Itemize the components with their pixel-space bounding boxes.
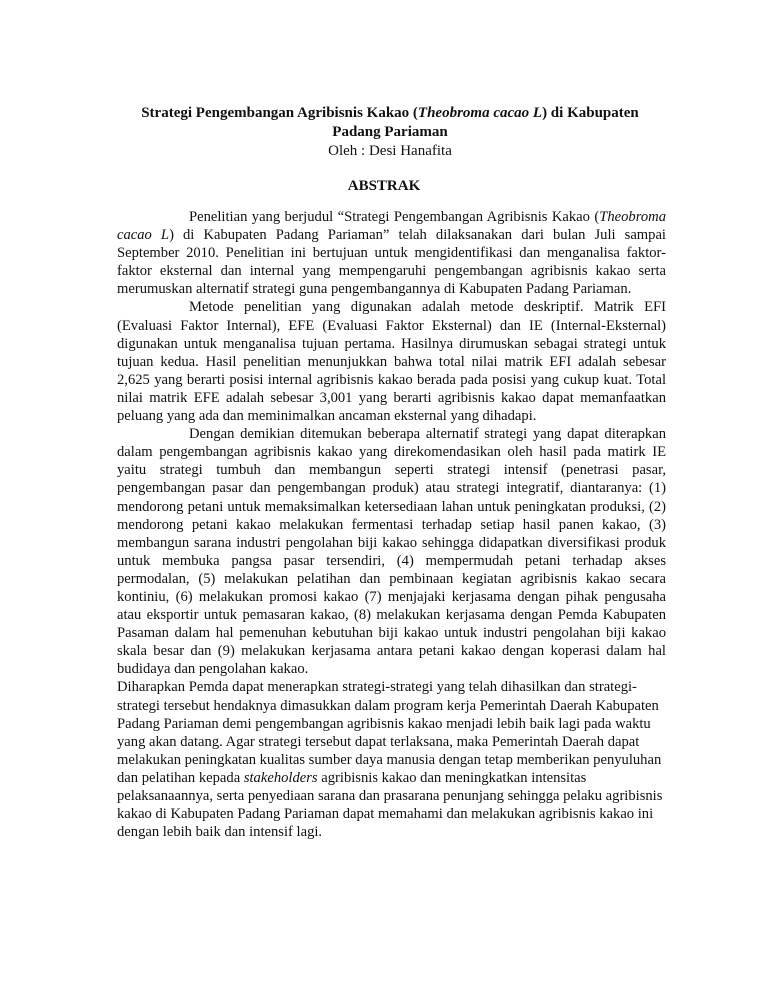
paragraph-1-text: Penelitian yang berjudul “Strategi Pengembangan Agribisnis Kakao ( [189,209,600,225]
title-species-name: Theobroma cacao L [417,105,543,121]
paragraph-4 [117,678,666,841]
abstract-heading: ABSTRAK [347,178,421,194]
paragraph-1 [117,208,666,298]
paragraph-4-text: Diharapkan Pemda dapat menerapkan strategi-strategi yang telah dihasilkan dan strategi-strategi tersebut hendaknya dimasukkan dalam program kerja Pemerintah Daerah Kabupaten Padang Pariaman demi pengembangan agribisnis kakao menjadi lebih baik lagi pada waktu yang akan datang. Agar strategi tersebut dapat terlaksana, maka Pemerintah Daerah dapat melakukan peningkatan kualitas sumber daya manusia dengan tetap memberikan penyuluhan dan pelatihan kepada [117,679,662,786]
paragraph-2: Metode penelitian yang digunakan adalah metode deskriptif. Matrik EFI (Evaluasi Faktor Internal), EFE (Evaluasi Faktor Eksternal) dan IE (Internal-Eksternal) digunakan untuk menganalisa tujuan pertama. Hasilnya dirumuskan sebagai strategi untuk tujuan kedua. Hasil penelitian menunjukkan bahwa total nilai matrik EFI adalah sebesar 2,625 yang berarti posisi internal agribisnis kakao berada pada posisi yang cukup kuat. Total nilai matrik EFE adalah sebesar 3,001 yang berarti agribisnis kakao dapat memanfaatkan peluang yang ada dan meminimalkan ancaman eksternal yang dihadapi. [117,299,666,425]
paragraph-1-species-name: Theobroma cacao L [117,209,666,244]
paragraph-4-text-end: agribisnis kakao dan meningkatkan intensitas pelaksanaannya, serta penyediaan sarana dan prasarana penunjang sehingga pelaku agribisnis kakao di Kabupaten Padang Pariaman dapat memahami dan melakukan agribisnis kakao ini dengan lebih baik dan intensif lagi. [117,769,663,841]
title-text-end: ) di Kabupaten Padang Pariaman [332,105,639,140]
paragraph-3: Dengan demikian ditemukan beberapa alternatif strategi yang dapat diterapkan dalam pengembangan agribisnis kakao yang direkomendasikan oleh hasil pada matirk IE yaitu strategi tumbuh dan membangun seperti strategi intensif (penetrasi pasar, pengembangan pasar dan pengembangan produk) atau strategi integratif, diantaranya: (1) mendorong petani untuk memaksimalkan ketersediaan lahan untuk peningkatan produksi, (2) mendorong petani kakao melakukan fermentasi terhadap setiap hasil panen kakao, (3) membangun sarana industri pengolahan biji kakao sehingga didapatkan diversifikasi produk untuk membuka pangsa pasar tersendiri, (4) mempermudah petani terhadap akses permodalan, (5) melakukan pelatihan dan pembinaan kegiatan agribisnis kakao secara kontiniu, (6) melakukan promosi kakao (7) menjajaki kerjasama dengan pihak pengusaha atau eksportir untuk pemasaran kakao, (8) melakukan kerjasama dengan Pemda Kabupaten Pasaman dalam hal pemenuhan kebutuhan biji kakao untuk industri pengolahan biji kakao skala besar dan (9) melakukan kerjasama antara petani kakao dengan koperasi dalam hal budidaya dan pengolahan kakao. [117,426,666,678]
paragraph-1-text-end: ) di Kabupaten Padang Pariaman” telah dilaksanakan dari bulan Juli sampai September 2010. Penelitian ini bertujuan untuk mengidentifikasi dan menganalisa faktor-faktor eksternal dan internal yang mempengaruhi pengembangan agribisnis kakao serta merumuskan alternatif strategi guna pengembangannya di Kabupaten Padang Pariaman. [117,227,666,298]
document-title [120,104,660,142]
title-text: Strategi Pengembangan Agribisnis Kakao ( [141,105,418,121]
document-header [120,104,660,161]
author-line: Oleh : Desi Hanafita [328,143,452,159]
paragraph-4-stakeholders: stakeholders [243,769,318,786]
abstract-body [117,208,666,841]
